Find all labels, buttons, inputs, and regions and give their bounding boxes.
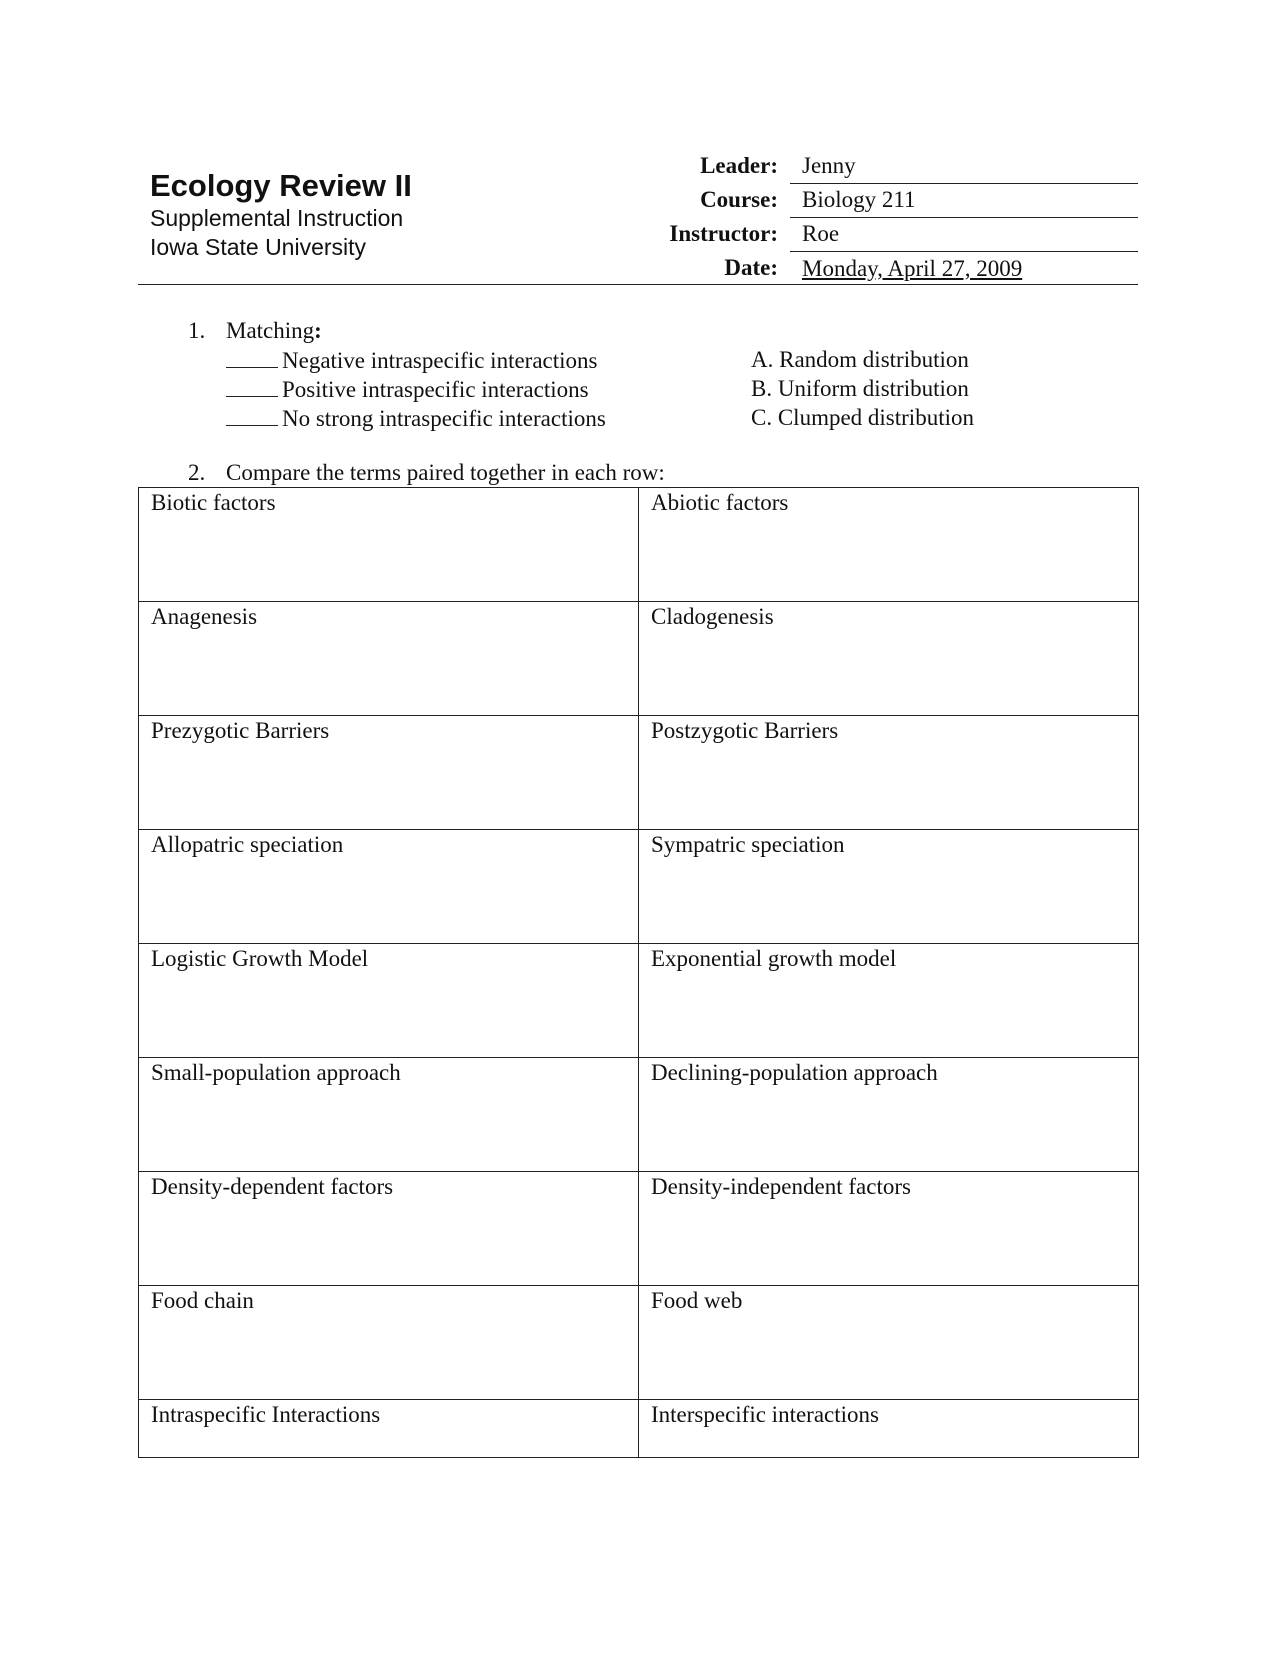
header-meta-block	[620, 150, 1138, 286]
compare-cell-left[interactable]: Anagenesis	[139, 602, 639, 716]
matching-term-text: Negative intraspecific interactions	[282, 348, 598, 373]
compare-cell-left[interactable]: Food chain	[139, 1286, 639, 1400]
table-row	[139, 602, 1139, 716]
meta-row-leader	[620, 150, 1138, 184]
question-prompt: Compare the terms paired together in each row:	[226, 460, 665, 485]
meta-value: Jenny	[790, 151, 1138, 184]
compare-cell-right[interactable]: Exponential growth model	[639, 944, 1139, 1058]
matching-option: C. Clumped distribution	[751, 405, 974, 430]
compare-cell-right[interactable]: Declining-population approach	[639, 1058, 1139, 1172]
compare-cell-right[interactable]: Sympatric speciation	[639, 830, 1139, 944]
question-number: 1.	[188, 318, 206, 343]
meta-label: Leader:	[700, 153, 778, 178]
matching-option: A. Random distribution	[751, 347, 969, 372]
question-title: Matching	[226, 318, 315, 343]
question-compare-heading	[188, 458, 665, 487]
table-row	[139, 830, 1139, 944]
compare-table	[138, 487, 1139, 1458]
list-item	[226, 345, 1126, 374]
compare-cell-right[interactable]: Postzygotic Barriers	[639, 716, 1139, 830]
meta-value	[790, 254, 1138, 286]
answer-blank[interactable]	[226, 403, 278, 426]
question-number: 2.	[188, 460, 206, 485]
table-row	[139, 1172, 1139, 1286]
table-row	[139, 1286, 1139, 1400]
meta-label: Date:	[724, 255, 778, 280]
matching-term-text: No strong intraspecific interactions	[282, 406, 606, 431]
date-value: Monday, April 27, 2009	[802, 256, 1023, 281]
compare-cell-right[interactable]: Abiotic factors	[639, 488, 1139, 602]
meta-row-course	[620, 184, 1138, 218]
answer-blank[interactable]	[226, 374, 278, 397]
question-title-colon: :	[314, 318, 322, 343]
compare-cell-right[interactable]: Cladogenesis	[639, 602, 1139, 716]
list-item	[226, 374, 1126, 403]
compare-cell-right[interactable]: Food web	[639, 1286, 1139, 1400]
list-item	[226, 403, 1126, 432]
page-subtitle: Supplemental Instruction	[150, 205, 404, 231]
table-row	[139, 1400, 1139, 1458]
meta-value: Roe	[790, 219, 1138, 252]
meta-row-instructor	[620, 218, 1138, 252]
answer-blank[interactable]	[226, 345, 278, 368]
meta-row-date	[620, 252, 1138, 286]
compare-cell-left[interactable]: Logistic Growth Model	[139, 944, 639, 1058]
compare-cell-left[interactable]: Prezygotic Barriers	[139, 716, 639, 830]
matching-option: B. Uniform distribution	[751, 376, 969, 401]
meta-label: Instructor:	[669, 221, 778, 246]
table-row	[139, 944, 1139, 1058]
matching-term	[226, 374, 751, 403]
header-divider	[138, 284, 1138, 285]
matching-term	[226, 403, 751, 432]
compare-cell-left[interactable]: Density-dependent factors	[139, 1172, 639, 1286]
question-matching	[188, 316, 1138, 431]
compare-cell-left[interactable]: Allopatric speciation	[139, 830, 639, 944]
compare-cell-left[interactable]: Intraspecific Interactions	[139, 1400, 639, 1458]
compare-cell-right[interactable]: Density-independent factors	[639, 1172, 1139, 1286]
matching-term-text: Positive intraspecific interactions	[282, 377, 589, 402]
matching-list	[226, 345, 1126, 432]
question-heading	[188, 316, 1138, 345]
table-row	[139, 716, 1139, 830]
compare-cell-left[interactable]: Small-population approach	[139, 1058, 639, 1172]
meta-value: Biology 211	[790, 185, 1138, 218]
table-row	[139, 488, 1139, 602]
compare-cell-right[interactable]: Interspecific interactions	[639, 1400, 1139, 1458]
table-row	[139, 1058, 1139, 1172]
institution-name: Iowa State University	[150, 234, 367, 260]
compare-cell-left[interactable]: Biotic factors	[139, 488, 639, 602]
matching-term	[226, 345, 751, 374]
meta-label: Course:	[700, 187, 778, 212]
header-title-block	[150, 168, 412, 262]
page-title: Ecology Review II	[150, 168, 412, 203]
